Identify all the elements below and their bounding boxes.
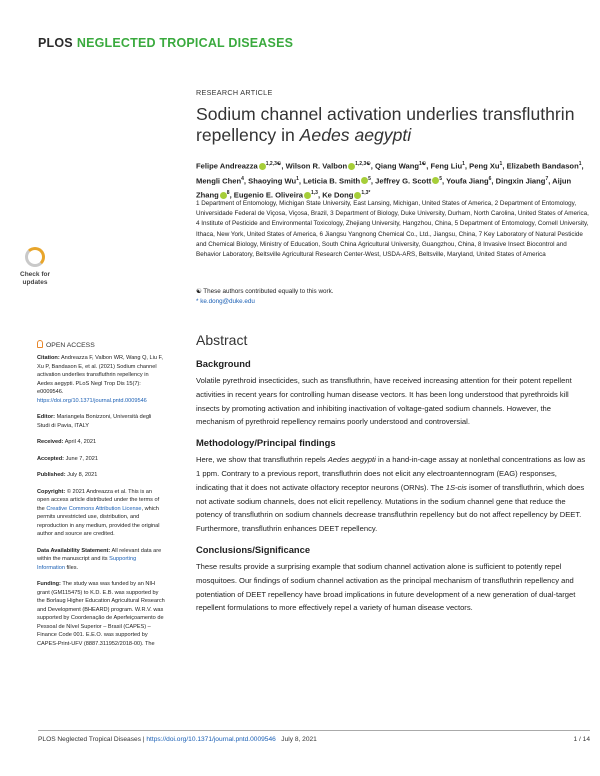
published-date: Published: July 8, 2021	[37, 472, 98, 478]
author-affiliation-marker: 1	[578, 161, 582, 167]
editor: Editor: Mariangela Bonizzoni, Università degli Studi di Pavia, ITALY	[37, 414, 152, 429]
background-text: Volatile pyrethroid insecticides, such as transfluthrin, have received increasing attention for their potent repellent activities in recent years for controlling human disease vectors. It has been long understood that pyrethroids kill insects by promoting activation and inhibiting inactivation of voltage-gated sodium channels. However, the mechanism of pyrethroid repellency remains poorly understood and controversial.	[196, 376, 572, 427]
author-affiliation-marker: 1,2,3☯	[355, 161, 371, 167]
check-for-updates-badge[interactable]	[13, 247, 57, 295]
author-name: Peng Xu	[469, 161, 500, 171]
author-affiliation-marker: 5	[368, 175, 371, 182]
author-name: Ke Dong	[322, 190, 354, 200]
author-affiliation-marker: 1	[296, 175, 299, 182]
author-affiliation-marker: 1,3	[311, 190, 318, 197]
page-number: 1 / 14	[573, 736, 590, 743]
supporting-info-link[interactable]: Supporting Information	[37, 556, 137, 571]
footer-divider	[38, 730, 590, 731]
author-name: Leticia B. Smith	[303, 176, 361, 186]
orcid-icon[interactable]	[220, 192, 227, 199]
accepted-date: Accepted: June 7, 2021	[37, 455, 98, 462]
footer-date: July 8, 2021	[281, 736, 317, 743]
journal-header	[38, 36, 293, 50]
abstract-section	[196, 332, 591, 623]
author-name: Qiang Wang	[374, 161, 419, 171]
abstract-heading: Abstract	[196, 332, 248, 348]
received-date: Received: April 4, 2021	[37, 439, 97, 445]
citation-doi-link[interactable]: https://doi.org/10.1371/journal.pntd.0009546	[37, 397, 147, 404]
methods-heading: Methodology/Principal findings	[196, 437, 336, 449]
author-name: Mengli Chen	[196, 176, 242, 186]
author-affiliation-marker: 6	[488, 175, 492, 182]
article-title	[196, 104, 586, 146]
author-name: Aijun Zhang	[196, 176, 572, 200]
author-name: Feng Liu	[430, 161, 463, 171]
publisher-logo: PLOS	[38, 36, 73, 50]
check-updates-label: Check for updates	[20, 271, 50, 286]
affiliations: 1 Department of Entomology, Michigan State University, East Lansing, Michigan, United States of America, 2 Department of Entomology, Universidade Federal de Viçosa, Viçosa, Brazil, 3 Department of Biology, Duke University, Durham, North Carolina, United States of America, 4 Institute of Pesticide and Environmental Toxicology, Zhejiang University, Hangzhou, China, 5 Department of Entomology, Cornell University, Ithaca, New York, United States of America, 6 Jiangsu Yangnong Chemical Co., Ltd., Jiangsu, China, 7 Key Laboratory of Natural Pesticide and Chemical Biology, Ministry of Education, South China Agricultural University, Guangzhou, China, 8 Invasive Insect Biocontrol and Behavior Laboratory, Beltsville Agricultural Research Center-West, USDA-ARS, Beltsville, Maryland, United States of America	[196, 200, 589, 259]
conclusions-text: These results provide a surprising example that sodium channel activation alone is sufficient to potently repel mosquitoes. Our findings of sodium channel activation as the principal mechanism of transfluthrin repellency and potentiation of DEET repellency have broad implications in future development of a new generation of dual-target repellent formulations to more effectively repel a variety of human disease vectors.	[196, 561, 576, 613]
title-species: Aedes aegypti	[299, 125, 412, 145]
equal-contribution-note: ☯ These authors contributed equally to this work.	[196, 288, 334, 295]
author-affiliation-marker: 4	[241, 175, 244, 182]
open-access-text: OPEN ACCESS	[46, 342, 95, 349]
author-affiliation-marker: 7	[545, 175, 549, 182]
author-affiliation-marker: 1,3*	[361, 190, 371, 197]
author-name: Youfa Jiang	[446, 176, 489, 186]
background-heading: Background	[196, 358, 251, 369]
footer-doi-link[interactable]: https://doi.org/10.1371/journal.pntd.0009546	[146, 736, 276, 743]
author-name: Jeffrey G. Scott	[375, 176, 432, 186]
conclusions-heading: Conclusions/Significance	[196, 543, 311, 555]
author-name: Shaoying Wu	[248, 176, 297, 186]
corresponding-email[interactable]: * ke.dong@duke.edu	[196, 298, 255, 305]
open-lock-icon	[37, 340, 43, 348]
orcid-icon[interactable]	[304, 192, 311, 199]
cc-license-link[interactable]: Creative Commons Attribution License	[46, 505, 142, 512]
author-affiliation-marker: 5	[439, 175, 443, 182]
orcid-icon[interactable]	[259, 163, 266, 170]
author-name: Eugenio E. Oliveira	[233, 190, 304, 200]
funding: Funding: The study was was funded by an NIH grant (GM115475) to K.D. E.B. was supported by the Borlaug Higher Education Agricultural Research and Development (BHEARD) program. W.R.V. was supported by Coordenação de Aperfeiçoamento de Pessoal de Nível Superior – Brasil (CAPES) – Finance Code 001. E.E.O. was supported by CAPES-Print-UFV (8887.311952/2018-00). The	[37, 581, 165, 647]
author-name: Dingxin Jiang	[495, 176, 546, 186]
article-info-sidebar	[37, 354, 165, 656]
journal-name: NEGLECTED TROPICAL DISEASES	[76, 36, 294, 50]
author-name: Wilson R. Valbon	[285, 161, 348, 171]
article-type: RESEARCH ARTICLE	[196, 88, 273, 97]
author-affiliation-marker: 8	[226, 190, 230, 197]
author-affiliation-marker: 1☯	[419, 161, 427, 167]
check-updates-icon	[25, 247, 45, 267]
open-access-label	[37, 340, 95, 349]
methods-text: Here, we show that transfluthrin repels Aedes aegypti in a hand-in-cage assay at nonlethal concentrations as low as 1 ppm. Contrary to a previous report, transfluthrin does not elicit any electroantennogram (EAG) responses, indicating that it does not activate olfactory receptor neurons (ORNs). The 1S-cis isomer of transfluthrin, which does not activate sodium channels, does not elicit repellency. Mutations in the sodium channel gene that reduce the potency of transfluthrin on sodium channels decrease transfluthrin repellency but do not affect repellency by DEET. Furthermore, transfluthrin enhances DEET repellency.	[196, 455, 586, 534]
author-affiliation-marker: 1	[462, 161, 465, 167]
copyright: Copyright: © 2021 Andreazza et al. This is an open access article distributed under the terms of the Creative Commons Attribution License, which permits unrestricted use, distribution, and reproduction in any medium, provided the original author and source are credited.	[37, 488, 160, 537]
author-affiliation-marker: 1	[499, 161, 503, 167]
data-availability: Data Availability Statement: All relevant data are within the manuscript and its Supporting Information files.	[37, 547, 162, 571]
footer-citation: PLOS Neglected Tropical Diseases | https://doi.org/10.1371/journal.pntd.0009546 July 8, 2021	[38, 736, 317, 743]
title-main: Sodium channel activation underlies transfluthrin repellency in	[196, 104, 575, 145]
author-list: Felipe Andreazza $^{1,2,3☯}$, Wilson R. Valbon $^{1,2,3☯}$, Qiang Wang$^{1☯}$, Feng Liu$^1$, Peng Xu$^1$, Elizabeth Bandason$^1$, Mengli Chen$^4$, Shaoying Wu$^1$, Leticia B. Smith $^5$, Jeffrey G. Scott $^5$, Youfa Jiang$^6$, Dingxin Jiang$^7$, Aijun Zhang $^8$, Eugenio E. Oliveira $^{1,3}$, Ke Dong $^{1,3*}$	[196, 161, 584, 200]
author-affiliation-marker: 1,2,3☯	[265, 161, 282, 167]
citation: Citation: Andreazza F, Valbon WR, Wang Q, Liu F, Xu P, Bandason E, et al. (2021) Sodium channel activation underlies transfluthrin repellency in Aedes aegypti. PLoS Negl Trop Dis 15(7): e0009546. https://doi.org/10.1371/journal.pntd.0009546	[37, 355, 163, 404]
author-name: Elizabeth Bandason	[506, 161, 579, 171]
author-name: Felipe Andreazza	[196, 161, 258, 171]
